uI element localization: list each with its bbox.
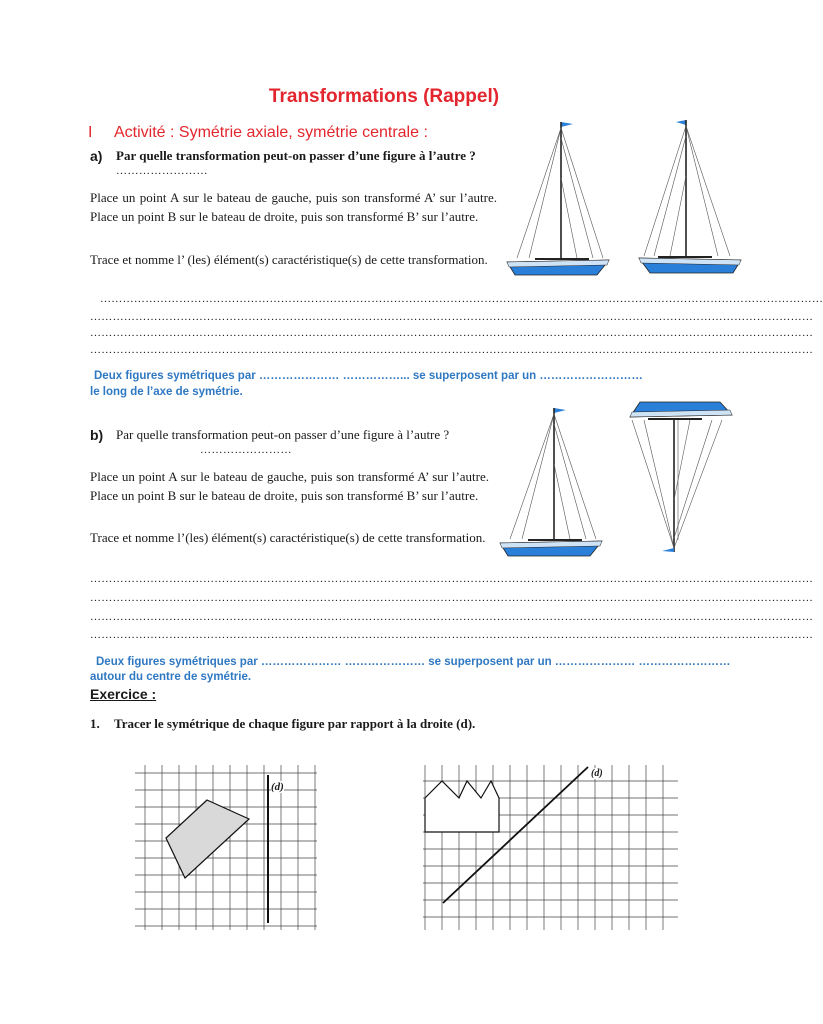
- part-a-instruction-2: Trace et nomme l’ (les) élément(s) caractéristique(s) de cette transformation.: [90, 252, 488, 267]
- exercise-grid-1: [135, 765, 317, 930]
- grid-2-axis-label: (d): [591, 768, 603, 779]
- page-title: Transformations (Rappel): [268, 86, 500, 107]
- answer-line[interactable]: …………………………………………………………………………………………………………………………………………………………………………: [100, 293, 823, 305]
- answer-line[interactable]: …………………………………………………………………………………………………………………………………………………………………………: [90, 573, 814, 585]
- sailboat-icon: [505, 118, 610, 280]
- part-b-answer-dots[interactable]: ……………………: [200, 444, 292, 456]
- exercise-grid-2: [423, 765, 678, 930]
- part-a-label: a): [90, 148, 103, 164]
- sailboat-icon: [626, 400, 734, 558]
- answer-line[interactable]: …………………………………………………………………………………………………………………………………………………………………………: [90, 327, 814, 339]
- house-shape: [425, 781, 499, 832]
- exercise-item-number: 1.: [90, 716, 100, 731]
- exercise-title: Exercice :: [90, 686, 157, 702]
- answer-line[interactable]: …………………………………………………………………………………………………………………………………………………………………………: [90, 311, 814, 323]
- part-b-question: Par quelle transformation peut-on passer d’une figure à l’autre ?: [116, 427, 450, 442]
- part-a-question: Par quelle transformation peut-on passer d’une figure à l’autre ?: [116, 148, 476, 163]
- part-b-summary-line-1: Deux figures symétriques par ………………… ………………… se superposent par un ………………… ……………………: [96, 656, 731, 668]
- part-a-answer-dots[interactable]: ……………………: [116, 165, 208, 177]
- part-a-summary-line-2: le long de l’axe de symétrie.: [90, 386, 243, 398]
- section-title: Activité : Symétrie axiale, symétrie centrale :: [114, 124, 428, 141]
- section-heading: [88, 124, 428, 142]
- answer-line[interactable]: …………………………………………………………………………………………………………………………………………………………………………: [90, 592, 814, 604]
- answer-line[interactable]: …………………………………………………………………………………………………………………………………………………………………………: [90, 629, 814, 641]
- grid-1-axis-label: (d): [271, 781, 284, 793]
- answer-line[interactable]: …………………………………………………………………………………………………………………………………………………………………………: [90, 344, 814, 356]
- quadrilateral-shape: [166, 800, 249, 878]
- part-b-instruction-1: Place un point A sur le bateau de gauche, puis son transformé A’ sur l’autre. Place un point B sur le bateau de droite, puis son transformé B’ sur l’autre.: [90, 469, 489, 503]
- part-b-instruction-2: Trace et nomme l’(les) élément(s) caractéristique(s) de cette transformation.: [90, 530, 486, 545]
- sailboat-icon: [638, 116, 743, 278]
- sailboat-icon: [498, 404, 603, 560]
- section-number: I: [88, 124, 93, 141]
- answer-line[interactable]: …………………………………………………………………………………………………………………………………………………………………………: [90, 611, 814, 623]
- part-a-summary-line-1: Deux figures symétriques par ………………… ……………... se superposent par un ………………………: [94, 370, 643, 382]
- part-b-label: b): [90, 427, 104, 443]
- part-a-instruction-1: Place un point A sur le bateau de gauche, puis son transformé A’ sur l’autre. Place un point B sur le bateau de droite, puis son transformé B’ sur l’autre.: [90, 190, 497, 224]
- exercise-item-text: Tracer le symétrique de chaque figure par rapport à la droite (d).: [114, 716, 476, 731]
- part-b-summary-line-2: autour du centre de symétrie.: [90, 671, 252, 683]
